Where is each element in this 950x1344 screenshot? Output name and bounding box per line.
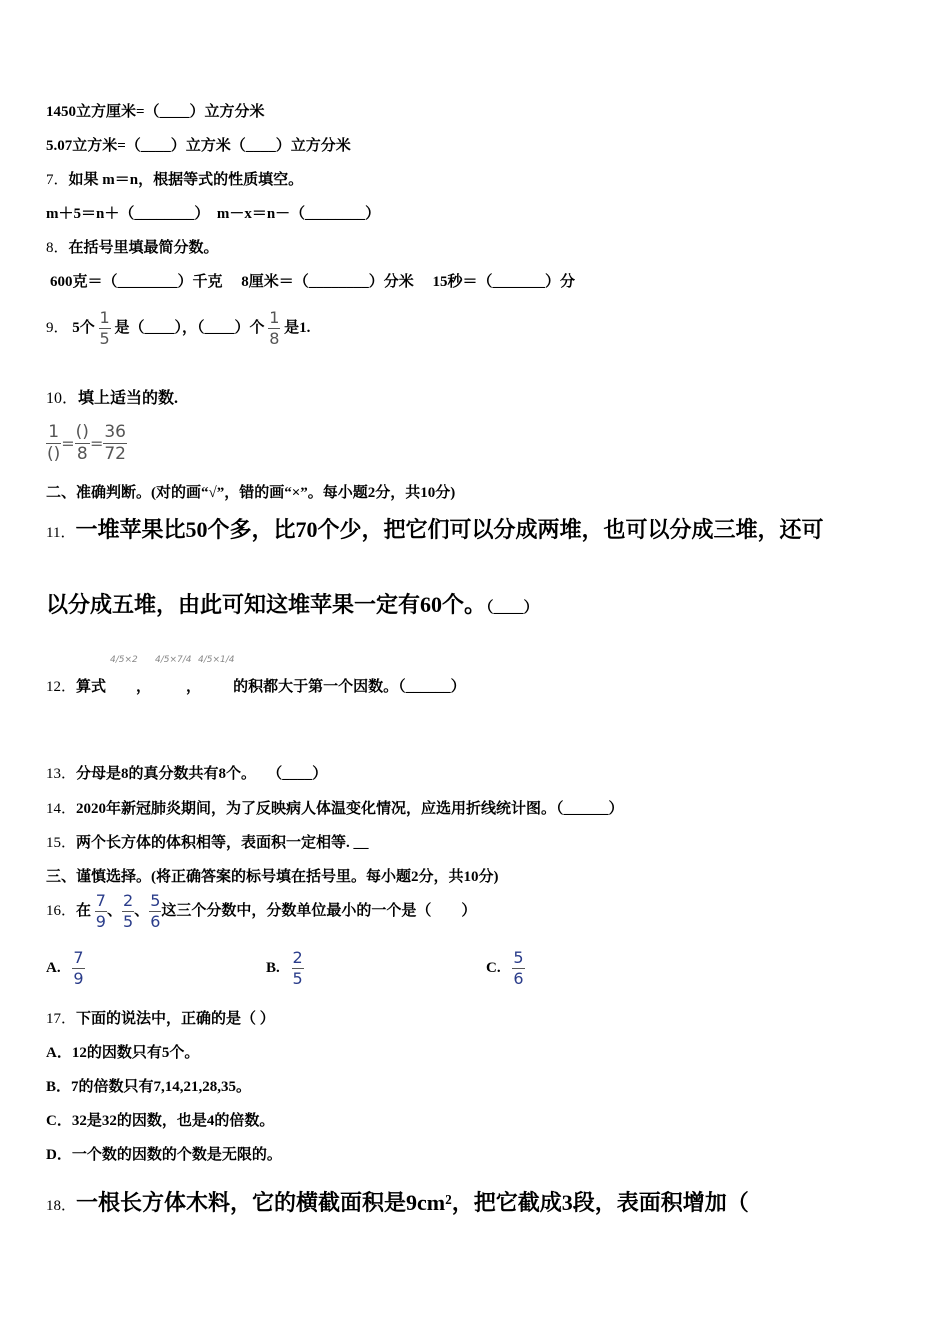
question-text: 如果 m＝n，根据等式的性质填空。	[68, 172, 304, 188]
question-number: 16．	[46, 902, 77, 919]
line-volume-2: 5.07立方米=（____）立方米（____）立方分米	[46, 138, 351, 154]
question-text: 是（____），（____）个	[114, 319, 265, 336]
expression-image-2: 4/5×7/4	[155, 655, 192, 665]
question-11	[46, 515, 823, 548]
question-text: 这三个分数中，分数单位最小的一个是（ ）	[161, 902, 477, 919]
option-a[interactable]	[46, 950, 85, 987]
question-number: 8．	[46, 240, 69, 256]
question-text: 5个	[72, 319, 95, 336]
question-number: 12．	[46, 679, 77, 695]
option-b[interactable]	[266, 950, 304, 987]
question-text: 算式	[76, 679, 107, 695]
fraction-blank-denominator: $\frac{1}{()}$	[47, 422, 61, 464]
fraction-seven-ninths: $\frac{7}{9}$	[95, 891, 106, 931]
fraction-five-sixths: $\frac{5}{6}$	[150, 891, 161, 931]
question-12: 12．算式 ， ， 的积都大于第一个因数。（______）	[46, 679, 466, 695]
option-b[interactable]: B．7的倍数只有7,14,21,28,35。	[46, 1079, 252, 1095]
question-text: 2020年新冠肺炎期间，为了反映病人体温变化情况，应选用折线统计图。（______）	[76, 801, 624, 817]
question-17	[46, 1009, 275, 1029]
fraction-two-fifths: $\frac{2}{5}$	[122, 891, 134, 931]
question-number: 17．	[46, 1011, 77, 1027]
question-18	[46, 1188, 749, 1221]
option-label: A.	[46, 959, 61, 976]
question-text: 在括号里填最简分数。	[68, 240, 219, 256]
question-text: 以分成五堆，由此可知这堆苹果一定有60个。	[46, 592, 487, 617]
option-c[interactable]	[486, 950, 525, 987]
question-text: 一根长方体木料，它的横截面积是9cm²，把它截成3段，表面积增加（	[76, 1190, 749, 1215]
question-8-conversions: 600克＝（________）千克 8厘米＝（________）分米 15秒＝（_______）分	[50, 274, 576, 290]
line-volume-1: 1450立方厘米=（____）立方分米	[46, 104, 265, 120]
question-number: 18．	[46, 1198, 77, 1214]
section-3-heading: 三、谨慎选择。(将正确答案的标号填在括号里。每小题2分，共10分)	[46, 869, 499, 885]
fraction-one-fifth: $\frac{1}{5}$	[99, 308, 110, 348]
question-text: 下面的说法中，正确的是（ ）	[76, 1011, 275, 1027]
answer-blank: （____）	[486, 600, 539, 616]
question-number: 13．	[46, 766, 77, 782]
fraction-blank-numerator: $\frac{()}{8}$	[75, 422, 89, 464]
question-text: 是1.	[284, 319, 311, 336]
question-number: 7．	[46, 172, 69, 188]
question-number: 15．	[46, 835, 77, 851]
question-number: 14．	[46, 801, 77, 817]
question-number: 9．	[46, 319, 69, 336]
expression-image-1: 4/5×2	[110, 655, 138, 665]
question-15	[46, 833, 369, 853]
question-8	[46, 238, 219, 258]
question-text: 在	[76, 902, 92, 919]
question-16: 16．在 $\frac{7}{9}$ 、 $\frac{2}{5}$ 、 $\frac{5}{6}$ 这三个分数中，分数单位最小的一个是（ ）	[46, 891, 477, 931]
option-d[interactable]: D．一个数的因数的个数是无限的。	[46, 1147, 282, 1163]
option-a[interactable]: A．12的因数只有5个。	[46, 1045, 200, 1061]
question-text: 的积都大于第一个因数。（______）	[233, 679, 466, 695]
fraction-five-sixths: $\frac{5}{6}$	[513, 948, 524, 988]
fraction-36-72: $\frac{36}{72}$	[104, 422, 126, 464]
question-text: 填上适当的数.	[78, 390, 179, 407]
equals-sign: =	[89, 434, 104, 453]
question-number: 11．	[46, 525, 76, 541]
question-10	[46, 389, 178, 409]
question-14	[46, 799, 624, 819]
fraction-seven-ninths: $\frac{7}{9}$	[73, 948, 84, 988]
section-2-heading: 二、准确判断。(对的画“√”，错的画“×”。每小题2分，共10分)	[46, 485, 456, 501]
question-text: 一堆苹果比50个多，比70个少，把它们可以分成两堆，也可以分成三堆，还可	[75, 517, 824, 542]
option-label: C.	[486, 959, 501, 976]
question-9	[46, 310, 310, 347]
question-7	[46, 170, 303, 190]
equals-sign: =	[61, 434, 75, 453]
question-7-equations: m＋5＝n＋（________） m－x＝n－（________）	[46, 206, 381, 222]
option-label: B.	[266, 959, 280, 976]
question-11-continued	[46, 590, 539, 623]
question-13	[46, 764, 327, 784]
fraction-two-fifths: $\frac{2}{5}$	[292, 948, 303, 988]
question-text: 两个长方体的体积相等，表面积一定相等. __	[76, 835, 369, 851]
option-c[interactable]: C．32是32的因数，也是4的倍数。	[46, 1113, 275, 1129]
fraction-equation-image	[46, 424, 127, 463]
question-text: 分母是8的真分数共有8个。 （____）	[76, 766, 328, 782]
fraction-one-eighth: $\frac{1}{8}$	[269, 308, 280, 348]
question-number: 10．	[46, 390, 79, 407]
expression-image-3: 4/5×1/4	[198, 655, 235, 665]
